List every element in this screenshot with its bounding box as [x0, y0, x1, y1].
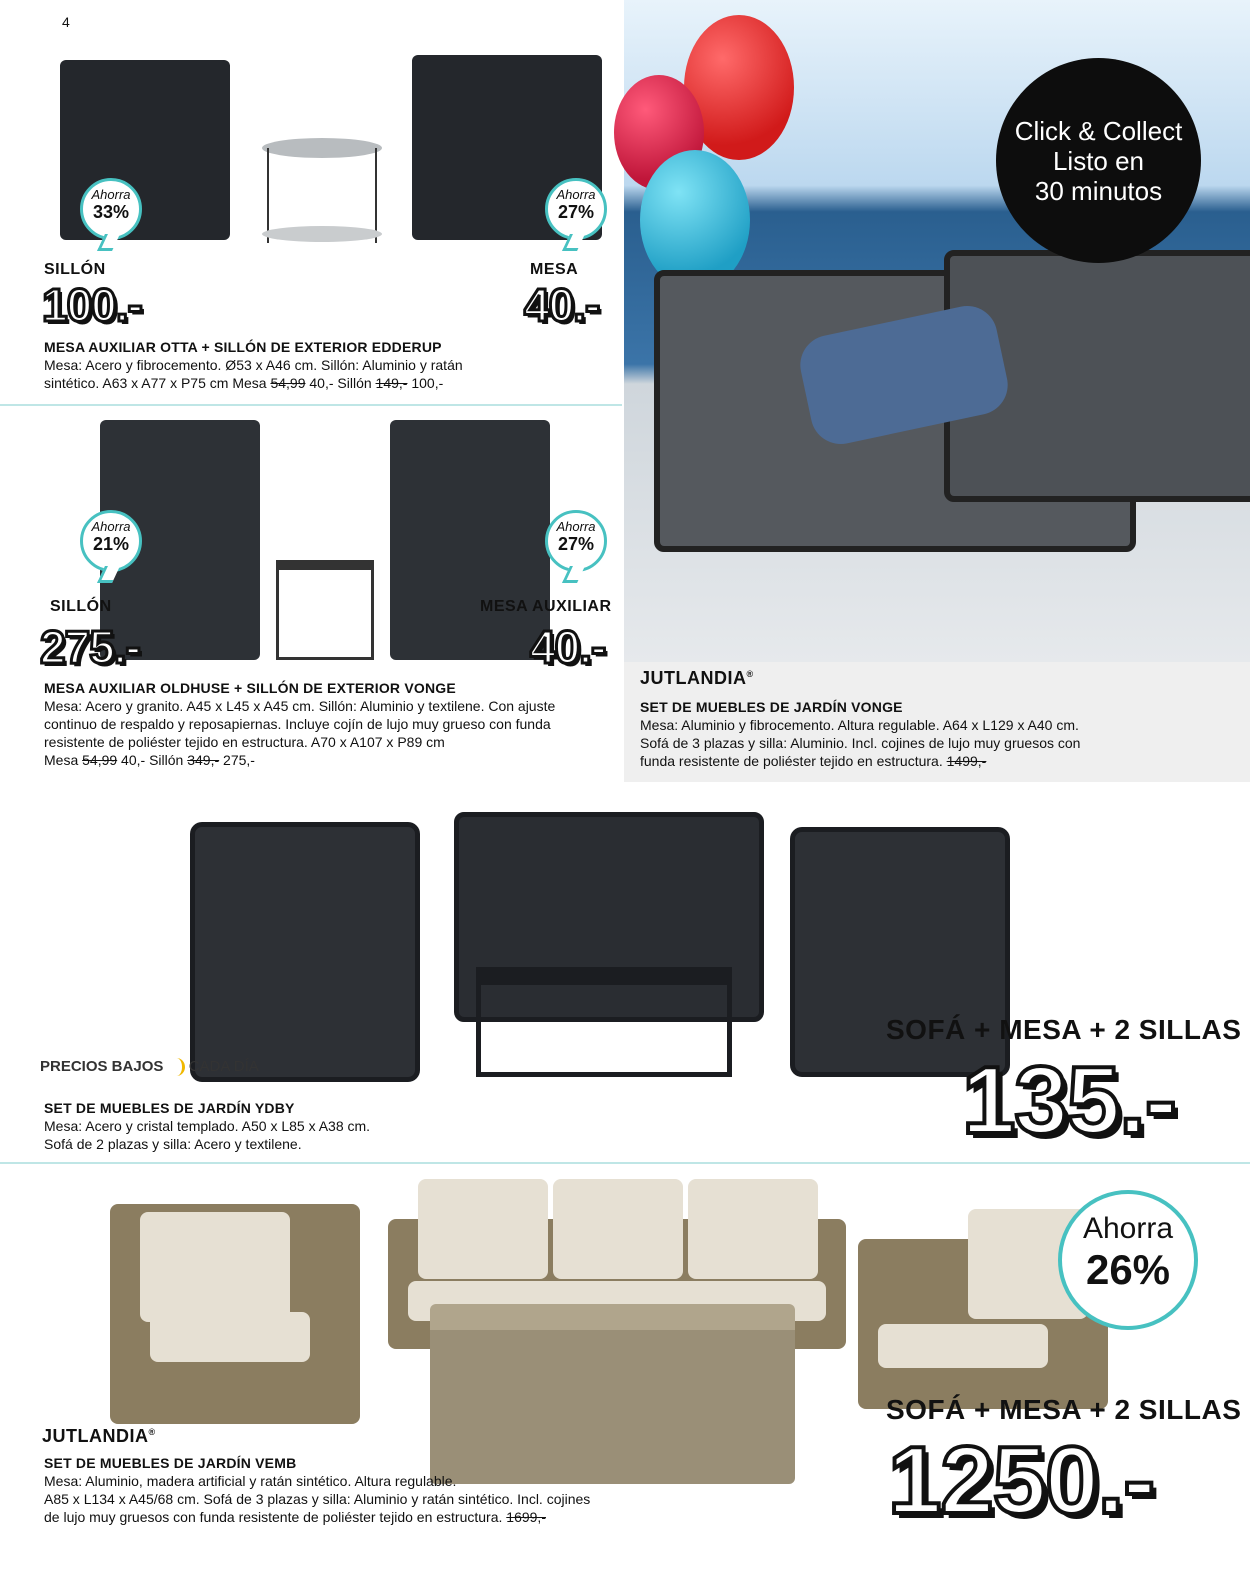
desc-line: Sofá de 3 plazas y silla: Aluminio. Incl. cojines de lujo muy gruesos con	[640, 735, 1081, 751]
desc-line: resistente de poliéster tejido en estructura. A70 x A107 x P89 cm	[44, 734, 445, 750]
product-description	[44, 1117, 644, 1153]
balloon-blue	[640, 150, 750, 290]
label-sillon: SILLÓN	[44, 261, 106, 278]
desc-line: Mesa: Aluminio y fibrocemento. Altura regulable. A64 x L129 x A40 cm.	[640, 717, 1079, 733]
product-otta-edderup	[0, 0, 622, 404]
brand-logo-jutlandia: JUTLANDIA®	[640, 668, 754, 688]
product-description	[44, 697, 614, 769]
set-price: 1250.-	[888, 1427, 1155, 1534]
old-price: 149,-	[375, 375, 408, 391]
badge-label: Ahorra	[1082, 1212, 1174, 1245]
sling-chair-image-left	[190, 822, 420, 1082]
desc-line: Mesa: Acero y fibrocemento. Ø53 x A46 cm. Sillón: Aluminio y ratán	[44, 357, 463, 373]
click-collect-line: 30 minutos	[1034, 176, 1163, 206]
promo-text-a: PRECIOS BAJOS	[40, 1058, 164, 1075]
price-mesa: 40.-	[524, 279, 600, 331]
set-label: SOFÁ + MESA + 2 SILLAS	[886, 1014, 1242, 1045]
price-mesa-auxiliar: 40.-	[530, 621, 606, 673]
product-description	[44, 1472, 664, 1526]
wicker-armchair-image-left	[110, 1204, 360, 1424]
label-mesa: MESA	[530, 261, 579, 278]
desc-line: Mesa: Aluminio, madera artificial y ratán sintético. Altura regulable.	[44, 1473, 457, 1489]
product-title: MESA AUXILIAR OTTA + SILLÓN DE EXTERIOR EDDERUP	[44, 339, 442, 355]
product-vemb	[0, 1164, 1250, 1571]
promo-text-b: CADA DÍA	[188, 1058, 259, 1075]
click-collect-line: Click & Collect	[1014, 116, 1183, 146]
label-mesa-auxiliar: MESA AUXILIAR	[480, 598, 612, 615]
old-price: 349,-	[187, 752, 220, 768]
click-collect-badge	[996, 58, 1201, 263]
side-table-image	[262, 138, 382, 248]
badge-percent: 21%	[92, 534, 130, 554]
old-price: 54,99	[82, 752, 118, 768]
recliner-image-right	[390, 420, 550, 660]
desc-line: Mesa: Acero y granito. A45 x L45 x A45 cm. Sillón: Aluminio y textilene. Con ajuste	[44, 698, 556, 714]
desc-line: Mesa: Acero y cristal templado. A50 x L85 x A38 cm.	[44, 1118, 371, 1134]
product-description	[44, 356, 604, 392]
desc-line: de lujo muy gruesos con funda resistente de poliéster tejido en estructura. 1699,-	[44, 1509, 546, 1525]
promo-precios-bajos	[40, 1058, 259, 1076]
old-price: 54,99	[270, 375, 306, 391]
badge-label: Ahorra	[556, 187, 596, 202]
desc-line: sintético. A63 x A77 x P75 cm Mesa 54,99 40,- Sillón 149,- 100,-	[44, 375, 444, 391]
badge-label: Ahorra	[91, 519, 131, 534]
price-sillon: 275.-	[40, 621, 140, 673]
old-price: 1699,-	[506, 1509, 546, 1525]
old-price: 1499,-	[946, 753, 987, 769]
product-oldhuse-vonge	[0, 406, 622, 778]
desc-line: Sofá de 2 plazas y silla: Acero y textilene.	[44, 1136, 302, 1152]
vonge-lifestyle-photo	[624, 0, 1250, 662]
set-price: 135.-	[962, 1047, 1176, 1154]
desc-line: A85 x L134 x A45/68 cm. Sofá de 3 plazas y silla: Aluminio y ratán sintético. Incl. cojines	[44, 1491, 591, 1507]
product-description	[640, 716, 1240, 770]
wicker-table-image	[430, 1304, 795, 1484]
set-label: SOFÁ + MESA + 2 SILLAS	[886, 1394, 1242, 1425]
savings-badge-26	[1058, 1190, 1198, 1330]
desc-line: Mesa 54,99 40,- Sillón 349,- 275,-	[44, 752, 255, 768]
badge-label: Ahorra	[91, 187, 131, 202]
product-ydby	[0, 782, 1250, 1162]
product-title: SET DE MUEBLES DE JARDÍN VEMB	[44, 1455, 297, 1471]
product-title: SET DE MUEBLES DE JARDÍN VONGE	[640, 699, 903, 715]
price-sillon: 100.-	[42, 279, 142, 331]
label-sillon: SILLÓN	[50, 598, 112, 615]
savings-badge-27	[545, 178, 607, 240]
desc-line: funda resistente de poliéster tejido en estructura. 1499,-	[640, 753, 987, 769]
page-number: 4	[62, 14, 70, 30]
desc-line: continuo de respaldo y reposapiernas. Incluye cojín de lujo muy grueso con funda	[44, 716, 551, 732]
badge-percent: 33%	[92, 202, 130, 222]
coffee-table-image	[476, 967, 732, 1077]
side-table-image	[276, 560, 374, 660]
savings-badge-21	[80, 510, 142, 572]
badge-percent: 26%	[1085, 1246, 1171, 1293]
click-collect-line: Listo en	[1052, 146, 1145, 176]
badge-percent: 27%	[557, 534, 595, 554]
brand-logo-jutlandia: JUTLANDIA®	[42, 1426, 156, 1446]
savings-badge-33	[80, 178, 142, 240]
product-title: SET DE MUEBLES DE JARDÍN YDBY	[44, 1100, 295, 1116]
badge-label: Ahorra	[556, 519, 596, 534]
savings-badge-27	[545, 510, 607, 572]
badge-percent: 27%	[557, 202, 595, 222]
product-title: MESA AUXILIAR OLDHUSE + SILLÓN DE EXTERIOR VONGE	[44, 680, 456, 696]
